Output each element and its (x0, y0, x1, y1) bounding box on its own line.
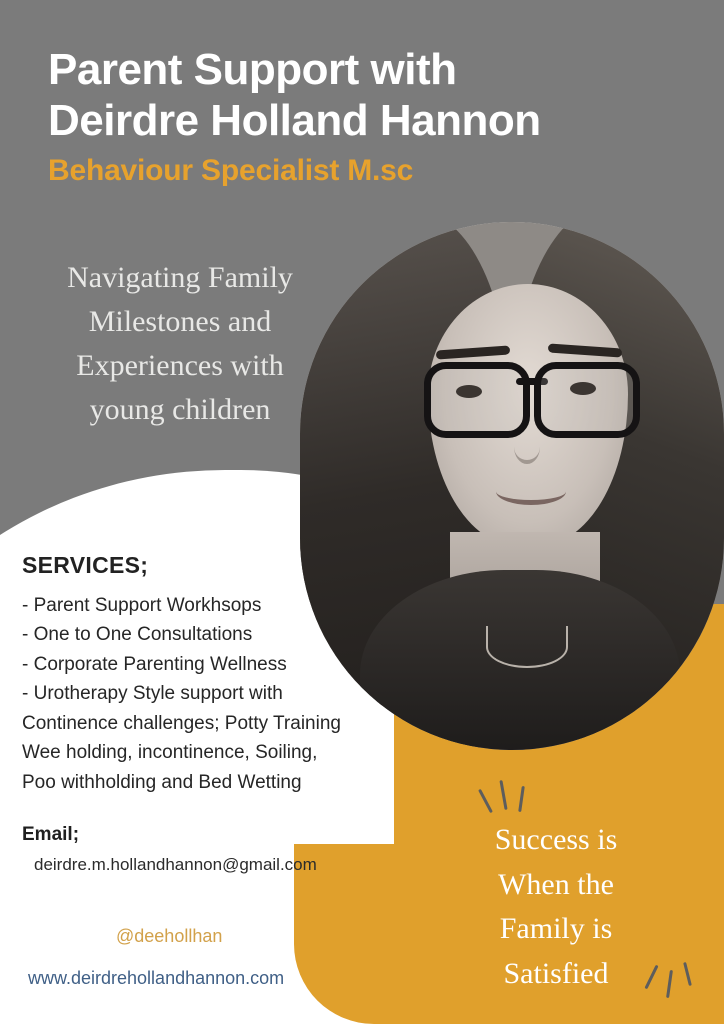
poster-title-line-1: Parent Support with (48, 45, 457, 94)
poster-tagline (30, 256, 330, 432)
tagline-line-1: Navigating Family (67, 261, 293, 294)
necklace-shape (486, 626, 568, 668)
glasses-lens-left (424, 362, 530, 438)
poster-header (48, 44, 688, 188)
quote-line-1: Success is (494, 823, 618, 857)
services-item: Continence challenges; Potty Training (22, 712, 341, 734)
quote-block (426, 818, 686, 996)
eye-right (570, 382, 596, 395)
eye-left (456, 385, 482, 398)
quote-line-4: Satisfied (503, 956, 609, 990)
tagline-line-4: young children (89, 393, 271, 427)
services-item: - Parent Support Workhsops (22, 595, 262, 616)
services-list (22, 591, 442, 797)
email-label: Email; (22, 824, 80, 845)
glasses-lens-right (534, 362, 640, 438)
services-block (22, 552, 442, 797)
poster-title-line-2: Deirdre Holland Hannon (48, 96, 541, 146)
social-handle[interactable]: @deehollhan (116, 926, 223, 946)
services-heading: SERVICES; (22, 552, 149, 578)
tagline-line-3: Experiences with (76, 349, 284, 383)
poster-subtitle: Behaviour Specialist M.sc (48, 154, 414, 188)
services-item: - Urotherapy Style support with (22, 683, 283, 705)
sparkle-icon-top-left (482, 778, 532, 824)
quote-line-2: When the (498, 867, 614, 901)
glasses-icon (424, 362, 640, 428)
services-item: - Corporate Parenting Wellness (22, 653, 287, 675)
tagline-line-2: Milestones and (88, 305, 272, 339)
email-address[interactable]: deirdre.m.hollandhannon@gmail.com (34, 855, 317, 874)
mouth-shape (496, 478, 566, 505)
quote-line-3: Family is (499, 912, 613, 946)
services-item: Wee holding, incontinence, Soiling, (22, 742, 318, 764)
website-link[interactable]: www.deirdrehollandhannon.com (28, 968, 285, 988)
services-item: Poo withholding and Bed Wetting (22, 771, 302, 793)
services-item: - One to One Consultations (22, 624, 253, 646)
